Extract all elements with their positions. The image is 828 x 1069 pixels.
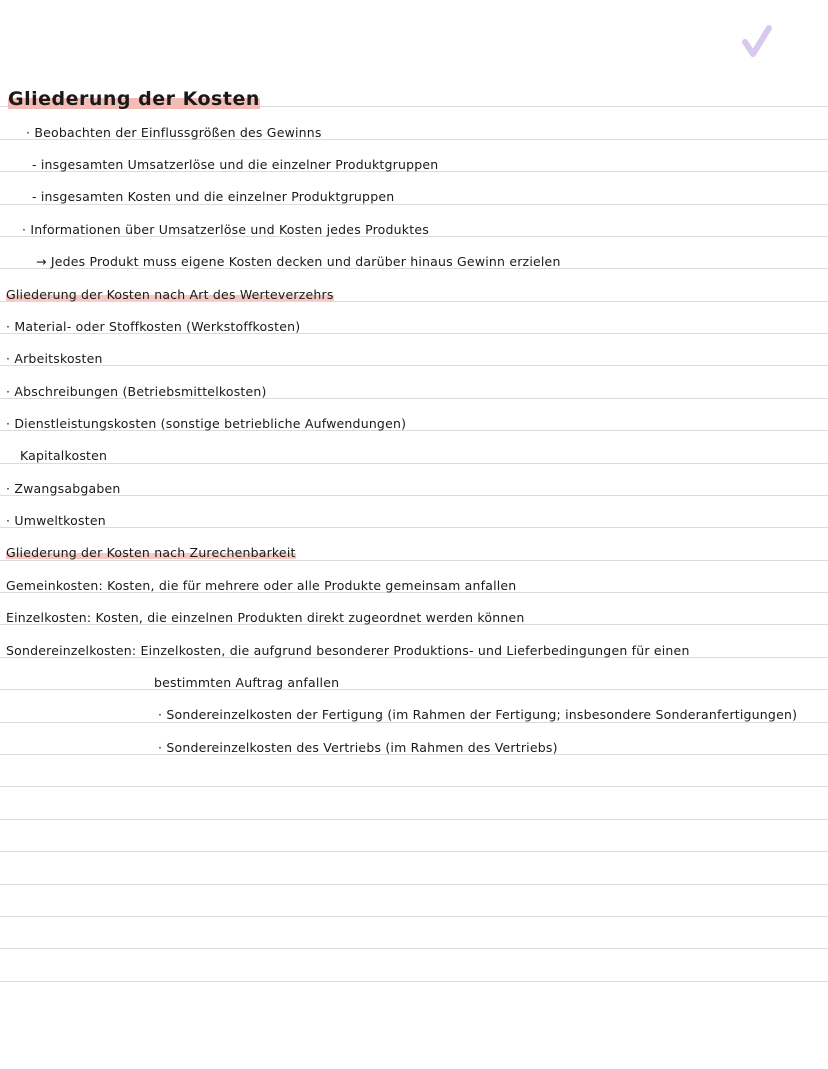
rule: [0, 884, 828, 885]
rule: [0, 981, 828, 982]
list-item: · Dienstleistungskosten (sonstige betriebliche Aufwendungen): [6, 416, 407, 431]
rule: [0, 365, 828, 366]
list-item: · Sondereinzelkosten des Vertriebs (im Rahmen des Vertriebs): [158, 740, 558, 755]
page-title: Gliederung der Kosten: [8, 88, 260, 110]
rule: [0, 527, 828, 528]
rule: [0, 495, 828, 496]
list-item: → Jedes Produkt muss eigene Kosten decken und darüber hinaus Gewinn erzielen: [36, 254, 561, 269]
rule: [0, 819, 828, 820]
definition-line: [6, 642, 690, 660]
list-item: - insgesamten Kosten und die einzelner Produktgruppen: [32, 189, 395, 204]
definition-line: bestimmten Auftrag anfallen: [154, 675, 340, 690]
rule: [0, 786, 828, 787]
section-heading: Gliederung der Kosten nach Art des Werteverzehrs: [6, 287, 334, 302]
list-item: - insgesamten Umsatzerlöse und die einzelner Produktgruppen: [32, 157, 439, 172]
list-item: · Umweltkosten: [6, 513, 106, 528]
rule: [0, 916, 828, 917]
checkmark-icon: [742, 24, 772, 58]
list-item: · Arbeitskosten: [6, 351, 103, 366]
list-item: · Material- oder Stoffkosten (Werkstoffkosten): [6, 319, 301, 334]
definition-term: Sondereinzelkosten:: [6, 643, 137, 658]
rule: [0, 948, 828, 949]
list-item: Kapitalkosten: [20, 448, 108, 463]
list-item: · Sondereinzelkosten der Fertigung (im Rahmen der Fertigung; insbesondere Sonderanfertigungen): [158, 707, 798, 722]
rule: [0, 851, 828, 852]
definition-text: Einzelkosten, die aufgrund besonderer Produktions- und Lieferbedingungen für einen: [140, 643, 690, 658]
rule: [0, 463, 828, 464]
definition-line: Einzelkosten: Kosten, die einzelnen Produkten direkt zugeordnet werden können: [6, 610, 525, 625]
rule: [0, 689, 828, 690]
definition-line: Gemeinkosten: Kosten, die für mehrere oder alle Produkte gemeinsam anfallen: [6, 578, 517, 593]
list-item: · Informationen über Umsatzerlöse und Kosten jedes Produktes: [22, 222, 429, 237]
section-heading: Gliederung der Kosten nach Zurechenbarkeit: [6, 545, 296, 560]
list-item: · Abschreibungen (Betriebsmittelkosten): [6, 384, 267, 399]
list-item: · Beobachten der Einflussgrößen des Gewinns: [26, 125, 322, 140]
list-item: · Zwangsabgaben: [6, 481, 121, 496]
